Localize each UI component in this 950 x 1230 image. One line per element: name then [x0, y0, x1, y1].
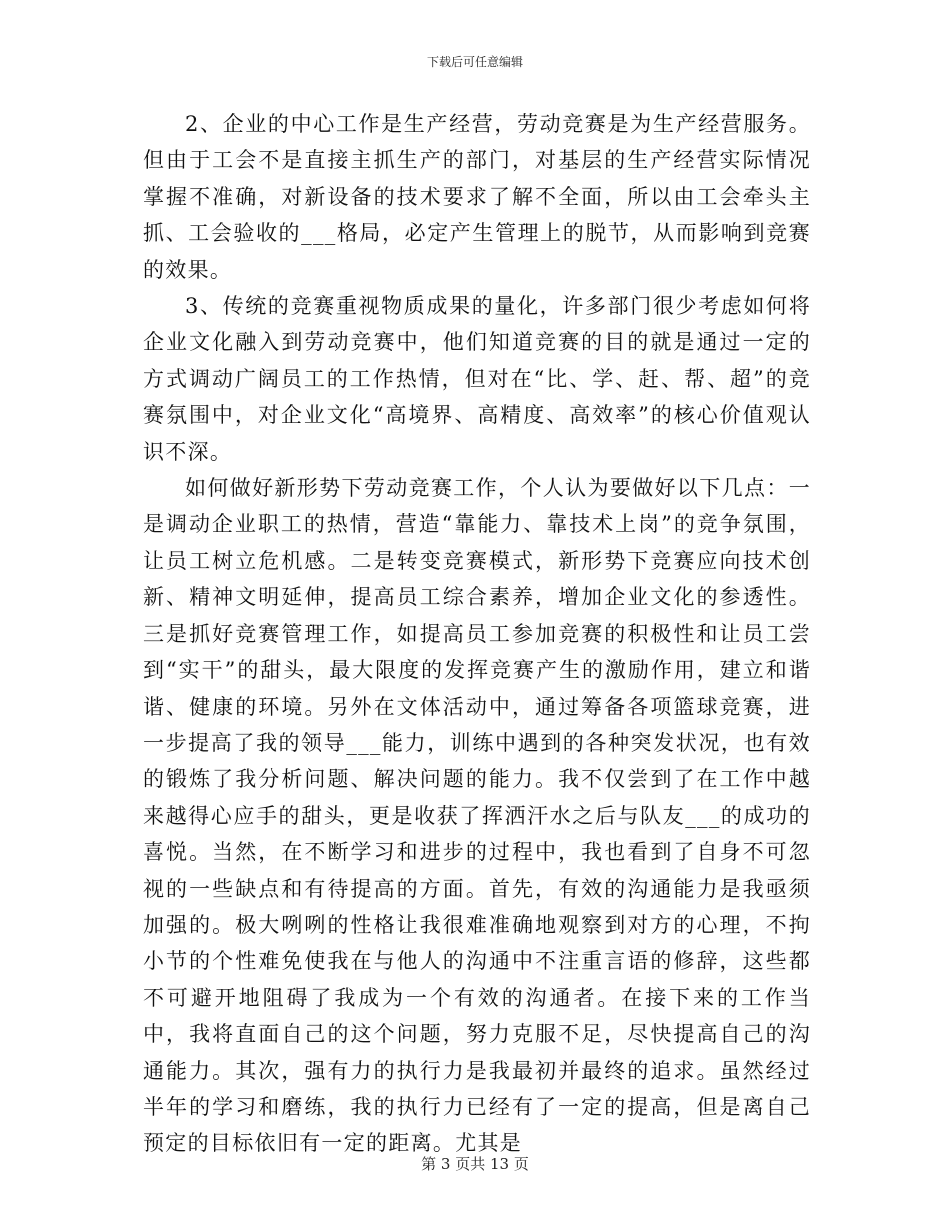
paragraph-issue-2: 2、企业的中心工作是生产经营，劳动竞赛是为生产经营服务。但由于工会不是直接主抓生产的部门，对基层的生产经营实际情况掌握不准确，对新设备的技术要求了解不全面，所以由工会牵头主抓、工会验收的___格局，必定产生管理上的脱节，从而影响到竞赛的效果。 — [143, 112, 811, 282]
document-body — [143, 106, 811, 1162]
page-number-footer: 第 3 页共 13 页 — [421, 1155, 529, 1173]
paragraph-suggestions: 如何做好新形势下劳动竞赛工作，个人认为要做好以下几点：一是调动企业职工的热情，营造“靠能力、靠技术上岗”的竞争氛围，让员工树立危机感。二是转变竞赛模式，新形势下竞赛应向技术创新、精神文明延伸，提高员工综合素养，增加企业文化的参透性。三是抓好竞赛管理工作，如提高员工参加竞赛的积极性和让员工尝到“实干”的甜头，最大限度的发挥竞赛产生的激励作用，建立和谐谐、健康的环境。另外在文体活动中，通过筹备各项篮球竞赛，进一步提高了我的领导___能力，训练中遇到的各种突发状况，也有效的锻炼了我分析问题、解决问题的能力。我不仅尝到了在工作中越来越得心应手的甜头，更是收获了挥洒汗水之后与队友___的成功的喜悦。当然，在不断学习和进步的过程中，我也看到了自身不可忽视的一些缺点和有待提高的方面。首先，有效的沟通能力是我亟须加强的。极大咧咧的性格让我很难准确地观察到对方的心理，不拘小节的个性难免使我在与他人的沟通中不注重言语的修辞，这些都不可避开地阻碍了我成为一个有效的沟通者。在接下来的工作当中，我将直面自己的这个问题，努力克服不足，尽快提高自己的沟通能力。其次，强有力的执行力是我最初并最终的追求。虽然经过半年的学习和磨练，我的执行力已经有了一定的提高，但是离自己预定的目标依旧有一定的距离。尤其是 — [143, 476, 811, 1156]
page-header-note: 下载后可任意编辑 — [426, 55, 523, 69]
paragraph-issue-3: 3、传统的竞赛重视物质成果的量化，许多部门很少考虑如何将企业文化融入到劳动竞赛中，他们知道竞赛的目的就是通过一定的方式调动广阔员工的工作热情，但对在“比、学、赶、帮、超”的竞赛氛围中，对企业文化“高境界、高精度、高效率”的核心价值观认识不深。 — [143, 294, 811, 464]
